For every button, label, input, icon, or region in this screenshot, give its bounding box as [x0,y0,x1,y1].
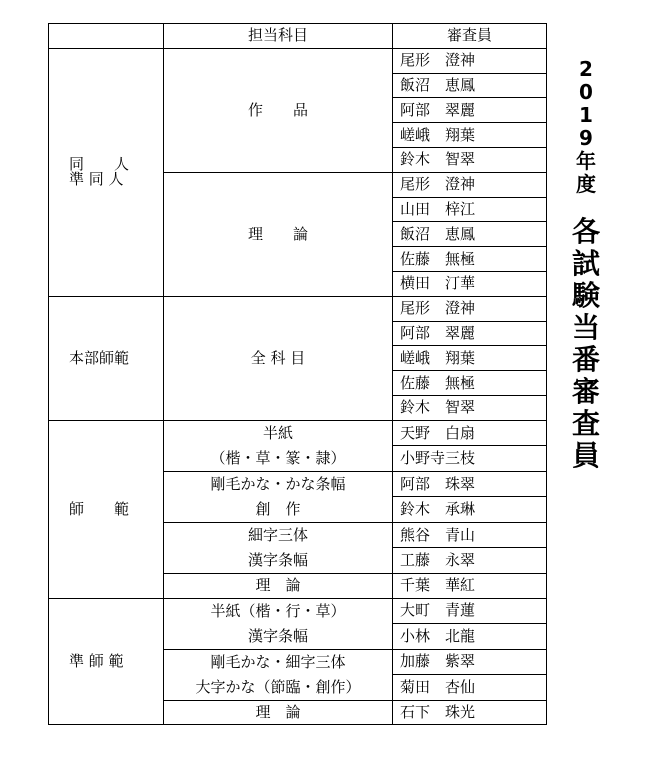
subject-label: 作 品 [247,100,308,119]
table-row [49,598,547,624]
subject-cell [164,471,393,522]
judge-name: 飯沼 恵鳳 [393,73,547,98]
judge-name: 工藤 永翠 [393,548,547,574]
header-category-cell [49,24,164,49]
subject-label: 理 論 [255,702,301,721]
judge-name: 千葉 華紅 [393,573,547,598]
judge-name: 佐藤 無極 [393,371,547,396]
fiscal-year-label [571,58,601,196]
title-char: 0 [579,80,593,104]
title-char: 査 [571,407,600,440]
judge-name: 横田 汀華 [393,271,547,296]
judge-name: 菊田 杏仙 [393,675,547,701]
table-row [49,48,547,73]
subject-label: 全 科 目 [250,348,306,367]
header-subject-cell: 担当科目 [164,24,393,49]
category-cell [49,296,164,420]
subject-label: 剛毛かな・細字三体 [210,652,346,671]
title-char: 各 [571,215,600,248]
title-char: 員 [571,439,600,472]
judge-name: 尾形 澄神 [393,48,547,73]
category-label: 本部師範 [69,348,130,367]
judge-name: 佐藤 無極 [393,247,547,272]
judge-name: 嵯峨 翔葉 [393,346,547,371]
title-char: 2 [579,57,593,81]
subject-label: 大字かな（節臨・創作） [195,677,361,696]
category-cell [49,420,164,598]
subject-cell [164,573,393,598]
table-row [49,420,547,446]
judge-name: 熊谷 青山 [393,522,547,548]
subject-label: 半紙（楷・行・草） [210,601,346,620]
title-char: 番 [571,343,600,376]
judge-name: 加藤 紫翠 [393,649,547,675]
title-char: 9 [579,126,593,150]
category-label: 準 同 人 [69,170,124,189]
judge-name: 鈴木 智翠 [393,395,547,420]
subject-cell [164,296,393,420]
subject-label: 理 論 [247,224,308,243]
subject-cell [164,598,393,649]
table-row [49,296,547,321]
document-title [571,216,601,472]
title-char: 年 [576,149,596,173]
judge-name: 鈴木 承琳 [393,497,547,523]
judge-name: 尾形 澄神 [393,172,547,197]
subject-cell [164,48,393,172]
subject-label: 剛毛かな・かな条幅 [210,474,346,493]
category-label: 準 師 範 [69,651,124,670]
subject-cell [164,420,393,471]
category-cell [49,48,164,296]
judges-table-body [49,24,547,725]
subject-cell [164,700,393,725]
title-char: 1 [579,103,593,127]
judge-name: 小林 北龍 [393,624,547,650]
judge-name: 石下 珠光 [393,700,547,725]
judge-name: 大町 青蓮 [393,598,547,624]
side-title [571,58,601,472]
subject-cell [164,172,393,296]
subject-cell [164,649,393,700]
judge-name: 阿部 翠麗 [393,321,547,346]
subject-label: 漢字条幅 [247,550,308,569]
judge-name: 飯沼 恵鳳 [393,222,547,247]
title-char: 験 [571,279,600,312]
subject-label: 細字三体 [247,525,308,544]
judge-name: 嵯峨 翔葉 [393,123,547,148]
subject-cell [164,522,393,573]
category-label: 師 範 [69,499,130,518]
judge-name: 山田 梓江 [393,197,547,222]
subject-label: 漢字条幅 [247,626,308,645]
judges-table [48,23,547,725]
judge-name: 天野 白扇 [393,420,547,446]
judge-name: 尾形 澄神 [393,296,547,321]
header-row [49,24,547,49]
category-cell [49,598,164,725]
judge-name: 阿部 珠翠 [393,471,547,497]
title-char: 試 [571,247,600,280]
header-judges-cell: 審査員 [393,24,547,49]
category-label: 同 人 [69,155,130,174]
judge-name: 阿部 翠麗 [393,98,547,123]
subject-label: 創 作 [255,499,301,518]
judge-name: 鈴木 智翠 [393,147,547,172]
subject-label: （楷・草・篆・隷） [210,448,346,467]
title-char: 度 [576,172,596,196]
title-char: 審 [571,375,600,408]
judge-name: 小野寺三枝 [393,446,547,472]
title-char: 当 [571,311,600,344]
subject-label: 理 論 [255,576,301,595]
subject-label: 半紙 [262,423,293,442]
